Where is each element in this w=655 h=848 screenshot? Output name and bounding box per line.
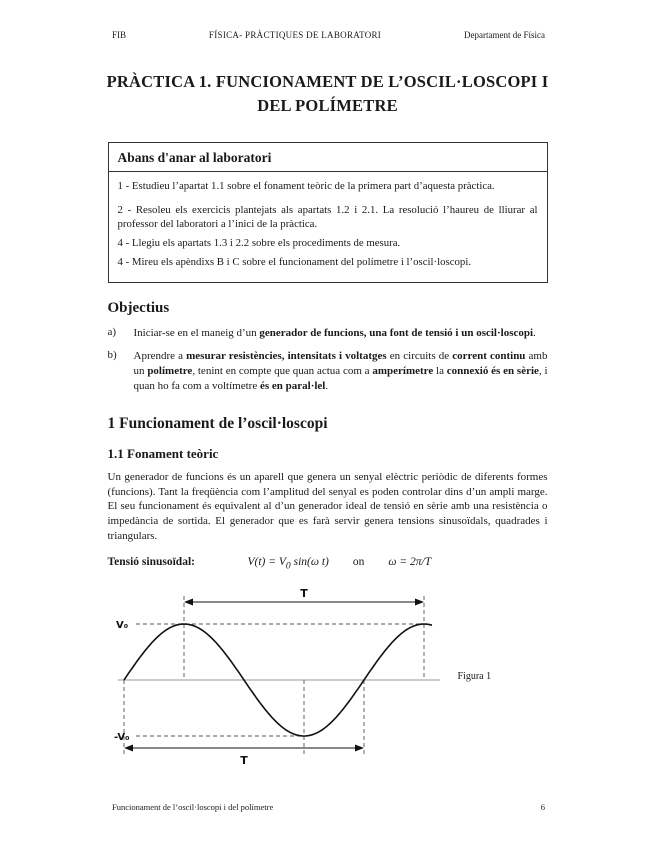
arrowhead-bottom-right xyxy=(355,744,364,751)
formula-conjunction: on xyxy=(352,556,365,569)
figure-1 xyxy=(108,588,548,766)
sine-wave-figure xyxy=(114,588,444,766)
page-header xyxy=(0,0,655,40)
footer-title: Funcionament de l’oscil·loscopi i del polímetre xyxy=(112,802,274,812)
before-lab-item-3: 4 - Llegiu els apartats 1.3 i 2.2 sobre els procediments de mesura. xyxy=(117,236,401,249)
before-lab-box xyxy=(108,142,548,283)
page-footer xyxy=(112,802,545,812)
objective-a-text: Iniciar-se en el maneig d’un generador de funcions, una font de tensió i un oscil·loscopi. xyxy=(133,327,536,339)
objective-a-label: a) xyxy=(107,326,117,338)
before-lab-item-2: 2 - Resoleu els exercicis plantejats als apartats 1.2 i 2.1. La resolució l’haureu de lliurar al professor del laboratori a l’inici de la pràctica. xyxy=(117,203,538,230)
page-number: 6 xyxy=(540,802,545,812)
header-center: FÍSICA- PRÀCTIQUES DE LABORATORI xyxy=(208,30,382,40)
vmax-label: V₀ xyxy=(115,619,128,631)
arrowhead-top-left xyxy=(184,598,193,605)
period-bottom-label: T xyxy=(239,753,248,766)
voltage-expression-pre: V(t) = V xyxy=(247,556,286,569)
fonament-paragraph: Un generador de funcions és un aparell que genera un senyal elèctric periòdic de diferents formes (funcions). Tant la freqüència com l’amplitud del senyal es poden controlar dins d’un ampli marge. El seu funcionament és equivalent al d’un generador ideal de tensió en sèrie amb una resistència o impedància de sortida. El generador que es farà servir genera tensions sinusoïdals, quadrades i triangulars. xyxy=(107,470,548,542)
arrowhead-top-right xyxy=(415,598,424,605)
period-top-label: T xyxy=(299,587,308,600)
before-lab-heading: Abans d'anar al laboratori xyxy=(109,149,547,172)
arrowhead-bottom-left xyxy=(124,744,133,751)
before-lab-item-4: 4 - Mireu els apèndixs B i C sobre el funcionament del polímetre i l’oscil·loscopi. xyxy=(117,255,472,268)
header-right: Departament de Física xyxy=(464,30,545,40)
objective-item-a xyxy=(108,326,548,341)
voltage-subscript: 0 xyxy=(285,560,291,572)
page-title: PRÀCTICA 1. FUNCIONAMENT DE L’OSCIL·LOSCOPI I DEL POLÍMETRE xyxy=(106,72,549,115)
vmin-label: -V₀ xyxy=(113,731,130,743)
formula-label: Tensió sinusoïdal: xyxy=(107,556,195,569)
before-lab-item-1: 1 - Estudieu l’apartat 1.1 sobre el fonament teòric de la primera part d’aquesta pràctica. xyxy=(117,179,495,192)
voltage-expression-post: sin(ω t) xyxy=(290,556,329,569)
objective-item-b xyxy=(108,349,548,394)
section-1-1-heading: 1.1 Fonament teòric xyxy=(107,445,219,461)
formula-row xyxy=(108,556,548,571)
objective-b-text: Aprendre a mesurar resistències, intensitats i voltatges en circuits de corrent continu amb un polímetre, tenint en compte que quan actua com a amperímetre la connexió és en sèrie, i quan ho fa com a voltímetre és en paral·lel. xyxy=(133,349,548,392)
header-left: FIB xyxy=(112,30,127,40)
section-1-heading: 1 Funcionament de l’oscil·loscopi xyxy=(107,414,328,432)
voltage-expression xyxy=(248,556,329,571)
objective-b-label: b) xyxy=(107,348,117,361)
page-content xyxy=(108,142,548,766)
omega-expression: ω = 2π/T xyxy=(388,556,432,569)
figure-caption: Figura 1 xyxy=(457,671,492,683)
objectius-heading: Objectius xyxy=(107,300,170,316)
